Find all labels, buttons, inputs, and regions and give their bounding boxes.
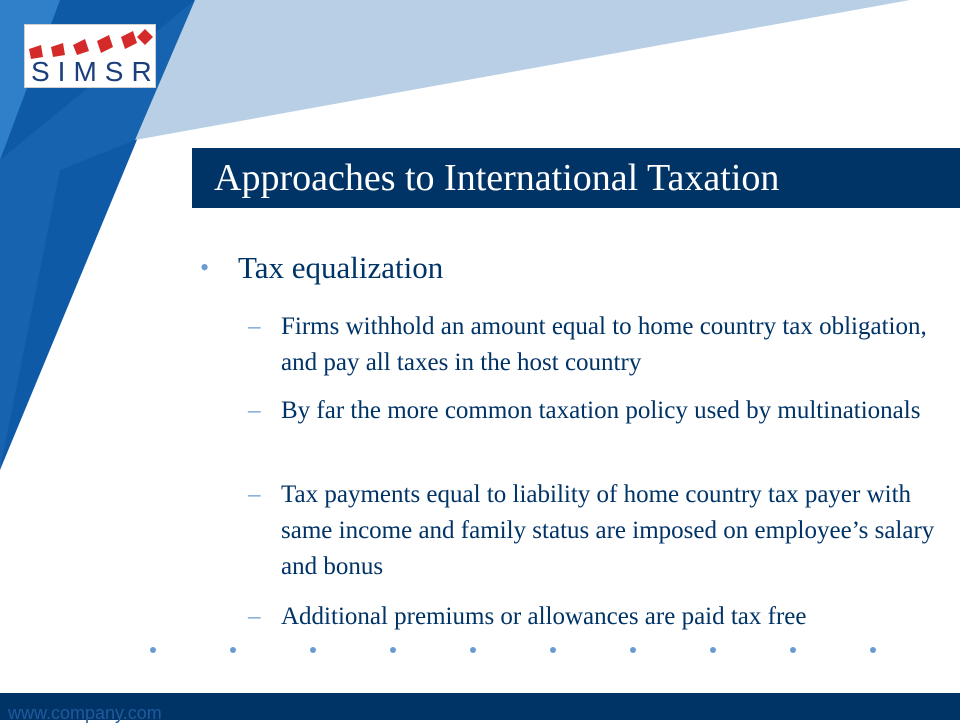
dash-marker: – bbox=[248, 481, 261, 508]
dash-marker: – bbox=[248, 603, 261, 630]
subpoint-text: By far the more common taxation policy used by multinationals bbox=[281, 397, 921, 424]
footer-bar bbox=[0, 693, 960, 723]
subpoint-text: Additional premiums or allowances are paid tax free bbox=[281, 603, 807, 630]
slide-title: Approaches to International Taxation bbox=[214, 157, 780, 199]
footer-url: www.company.com bbox=[8, 703, 162, 723]
subpoint-text: Firms withhold an amount equal to home country tax obligation, and pay all taxes in the host country bbox=[281, 313, 927, 376]
subpoint-text: Tax payments equal to liability of home country tax payer with same income and family status are imposed on employee’s salary and bonus bbox=[281, 481, 935, 580]
logo-text: SIMSR bbox=[31, 56, 160, 87]
dash-marker: – bbox=[248, 397, 261, 424]
dash-marker: – bbox=[248, 313, 261, 340]
bullet-text: Tax equalization bbox=[238, 250, 444, 285]
bullet-marker: • bbox=[200, 253, 210, 282]
